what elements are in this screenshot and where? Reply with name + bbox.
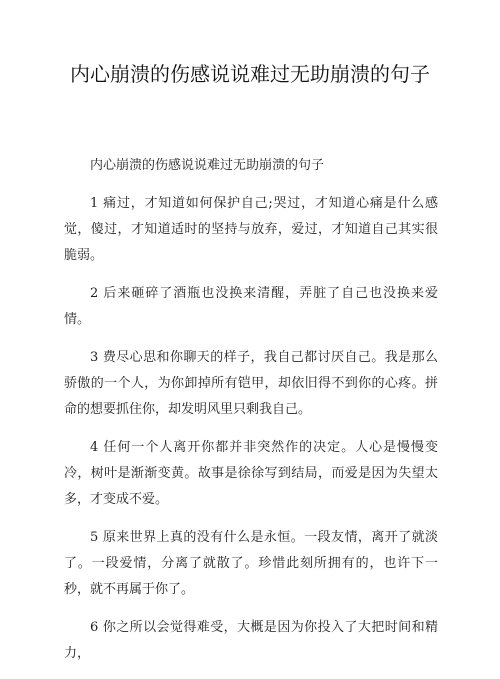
document-subtitle: 内心崩溃的伤感说说难过无助崩溃的句子	[90, 158, 325, 173]
document-title: 内心崩溃的伤感说说难过无助崩溃的句子	[70, 62, 430, 86]
paragraph-2: 2 后来砸碎了酒瓶也没换来清醒，弄脏了自己也没换来爱情。	[64, 286, 438, 327]
document-body	[64, 153, 438, 679]
paragraph-4: 4 任何一个人离开你都并非突然作的决定。人心是慢慢变冷，树叶是渐渐变黄。故事是徐徐写到结局，而爱是因为失望太多，才变成不爱。	[64, 440, 438, 507]
paragraph-6: 6 你之所以会觉得难受，大概是因为你投入了大把时间和精力，	[64, 620, 438, 661]
paragraph-5: 5 原来世界上真的没有什么是永恒。一段友情，离开了就淡了。一段爱情，分离了就散了。珍惜此刻所拥有的，也许下一秒，就不再属于你了。	[64, 530, 438, 597]
paragraph-3: 3 费尽心思和你聊天的样子，我自己都讨厌自己。我是那么骄傲的一个人，为你卸掉所有铠甲，却依旧得不到你的心疼。拼命的想要抓住你，却发明风里只剩我自己。	[64, 350, 438, 417]
paragraph-1: 1 痛过，才知道如何保护自己;哭过，才知道心痛是什么感觉，傻过，才知道适时的坚持与放弃，爱过，才知道自己其实很脆弱。	[64, 196, 438, 263]
